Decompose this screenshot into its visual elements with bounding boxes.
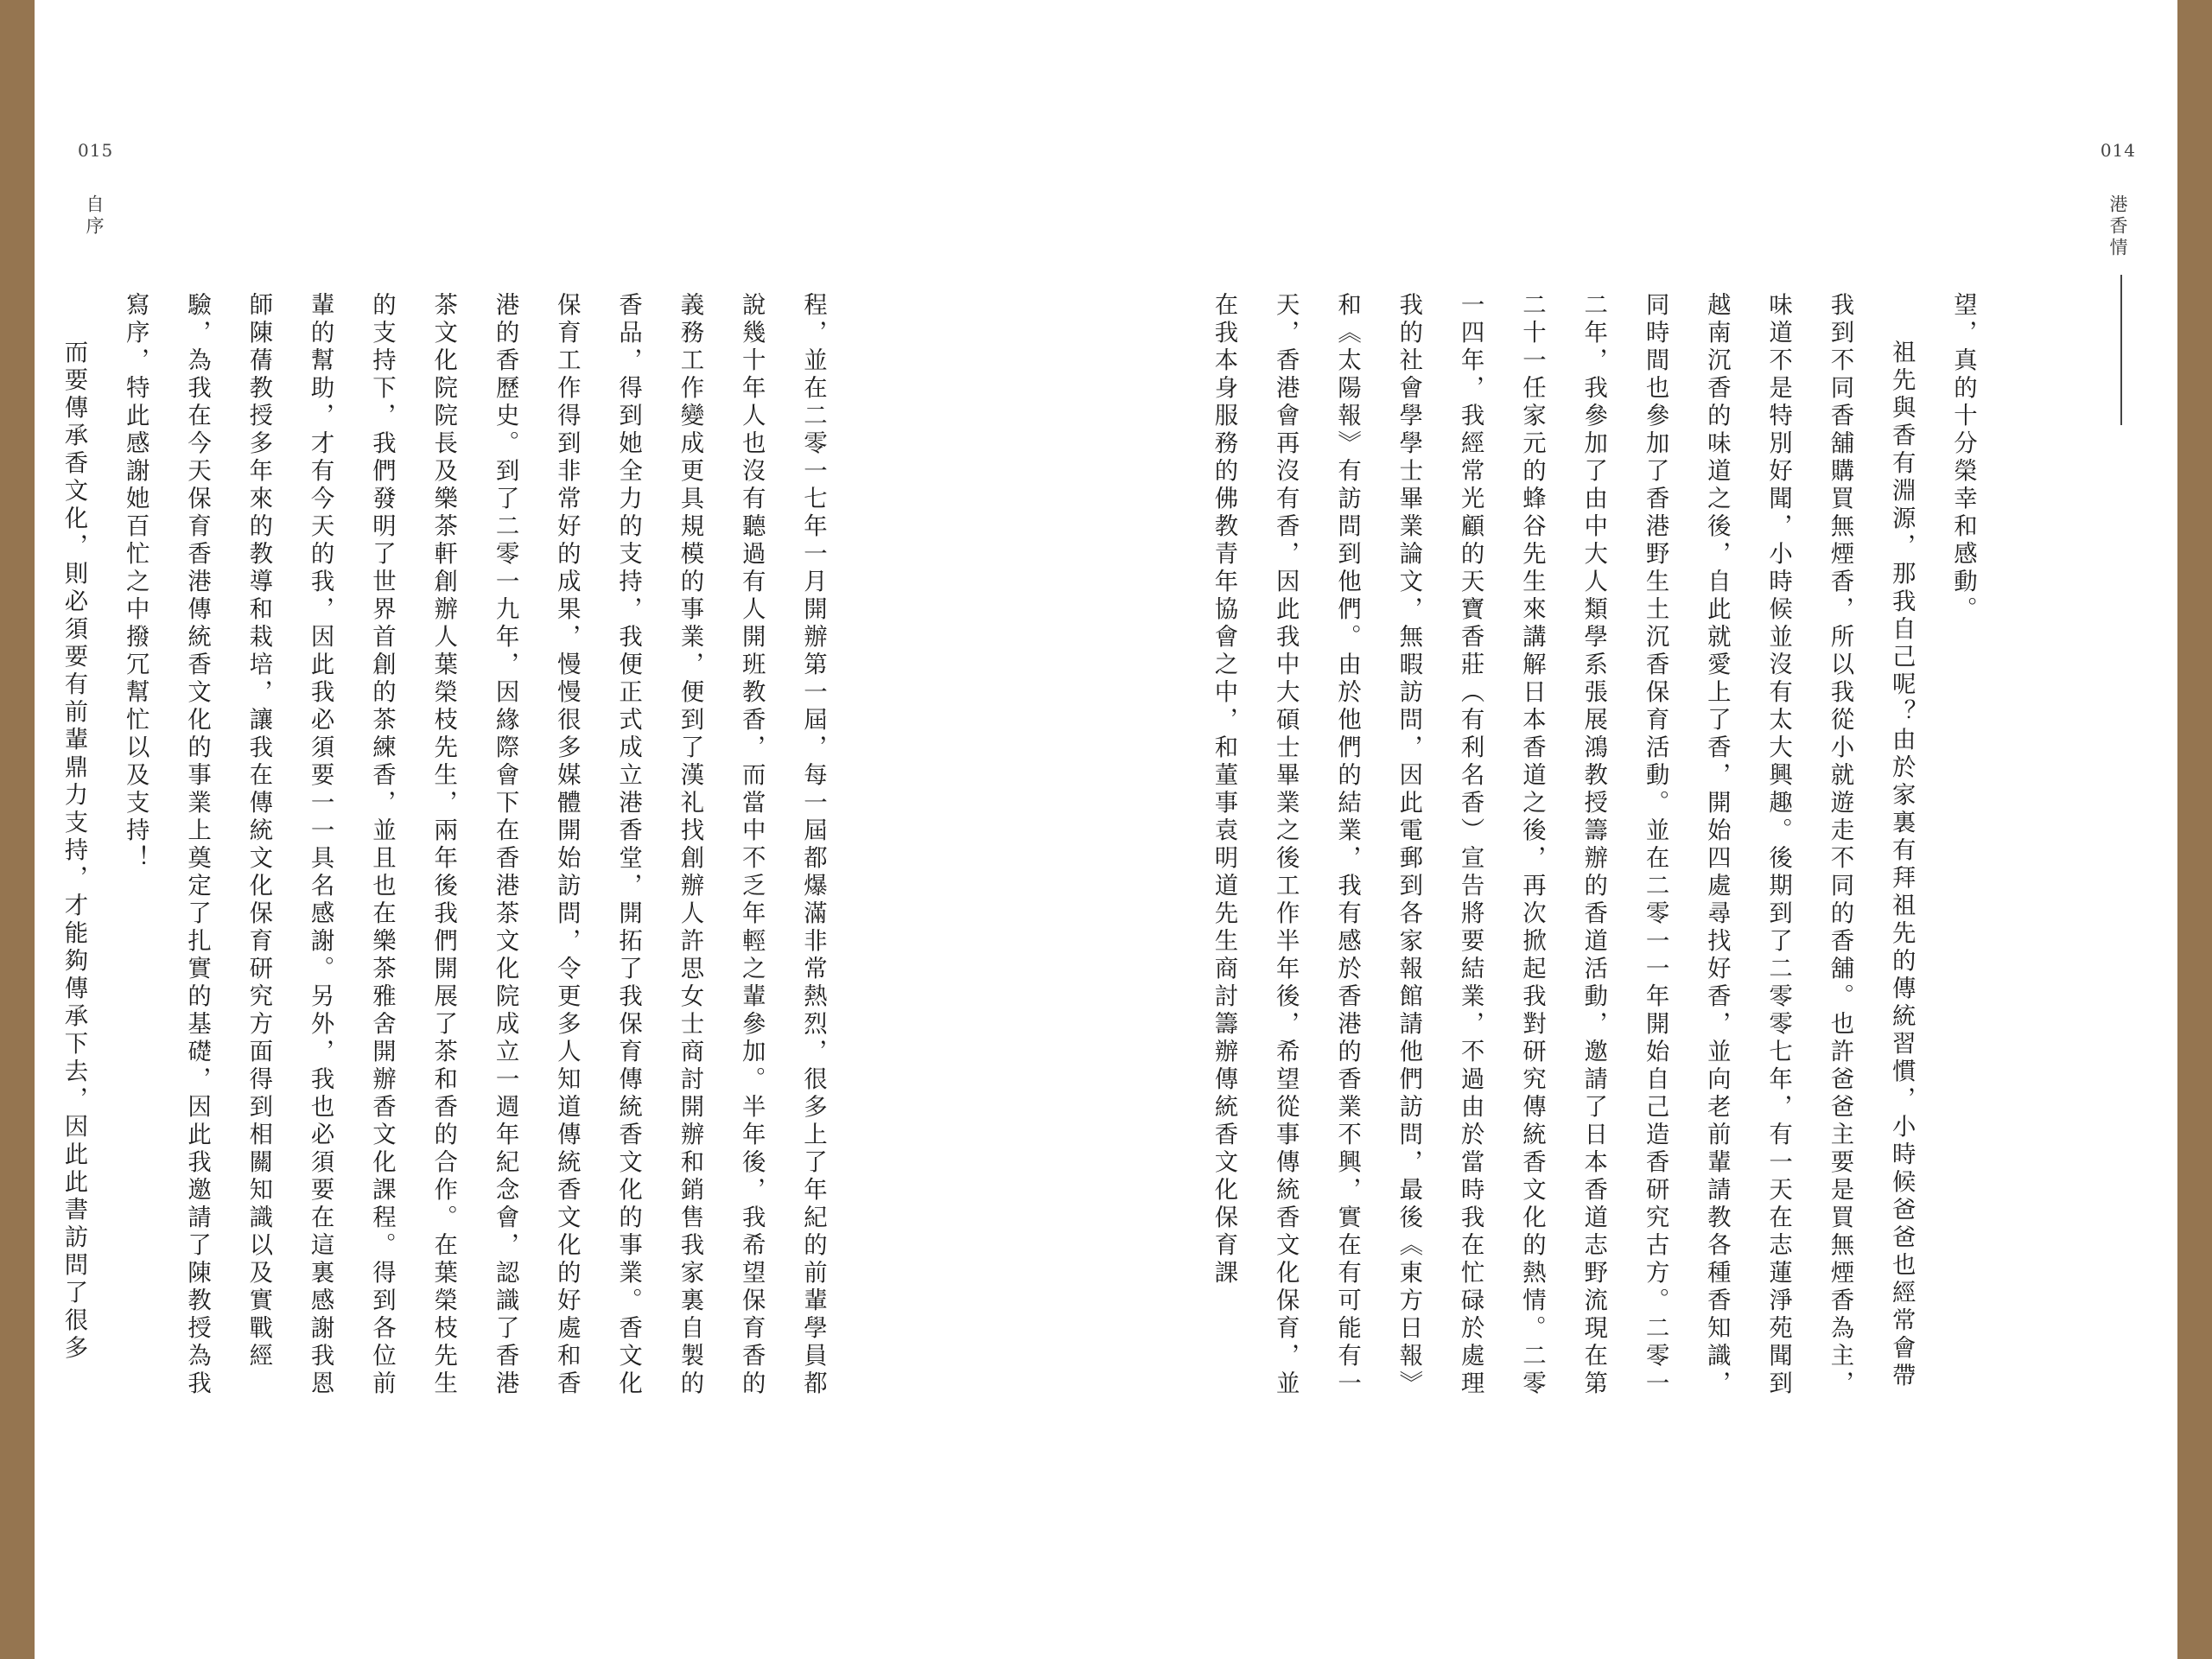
right-paragraph-1: 望，真的十分榮幸和感動。 [1949,292,1976,624]
page-number-left: 015 [78,140,114,161]
left-page-body [60,292,843,1407]
section-title-right: 港香情 [2107,194,2128,259]
book-spread [35,0,2177,1659]
left-paragraph-2: 而要傳承香文化，則必須要有前輩鼎力支持，才能夠傳承下去，因此此書訪問了很多 [60,339,87,1363]
section-rule [2120,275,2122,425]
section-title-left: 自序 [84,194,105,238]
page-number-right: 014 [2100,140,2136,161]
right-paragraph-2: 祖先與香有淵源，那我自己呢？由於家裏有拜祖先的傳統習慣，小時候爸爸也經常會帶我到不同香舖購買無煙香，所以我從小就遊走不同的香舖。也許爸爸主要是買無煙香為主，味道不是特別好聞，小時候並沒有太大興趣。後期到了二零零七年，有一天在志蓮淨苑聞到越南沉香的味道之後，自此就愛上了香，開始四處尋找好香，並向老前輩請教各種香知識，同時間也參加了香港野生土沉香保育活動。並在二零一一年開始自己造香研究古方。二零一二年，我參加了由中大人類學系張展鴻教授籌辦的香道活動，邀請了日本香道志野流現在第二十一任家元的蜂谷先生來講解日本香道之後，再次掀起我對研究傳統香文化的熱情。二零一四年，我經常光顧的天寶香莊（有利名香）宣告將要結業，不過由於當時我在忙碌於處理我的社會學學士畢業論文，無暇訪問，因此電郵到各家報館請他們訪問，最後《東方日報》和《太陽報》有訪問到他們。由於他們的結業，我有感於香港的香業不興，實在有可能有一天，香港會再沒有香，因此我中大碩士畢業之後工作半年後，希望從事傳統香文化保育，並在我本身服務的佛教青年協會之中，和董事袁明道先生商討籌辦傳統香文化保育課 [1210,292,1915,1398]
right-page-body [870,292,1993,1407]
left-paragraph-1: 程，並在二零一七年一月開辦第一屆，每一屆都爆滿非常熱烈，很多上了年紀的前輩學員都說幾十年人也沒有聽過有人開班教香，而當中不乏年輕之輩參加。半年後，我希望保育香的義務工作變成更具規模的事業，便到了漢礼找創辦人許思女士商討開辦和銷售我家裏自製的香品，得到她全力的支持，我便正式成立港香堂，開拓了我保育傳統香文化的事業。香文化保育工作得到非常好的成果，慢慢很多媒體開始訪問，令更多人知道傳統香文化的好處和香港的香歷史。到了二零一九年，因緣際會下在香港茶文化院成立一週年紀念會，認識了香港茶文化院院長及樂茶軒創辦人葉榮枝先生，兩年後我們開展了茶和香的合作。在葉榮枝先生的支持下，我們發明了世界首創的茶練香，並且也在樂茶雅舍開辦香文化課程。得到各位前輩的幫助，才有今天的我，因此我必須要一一具名感謝。另外，我也必須要在這裏感謝我恩師陳蒨教授多年來的教導和栽培，讓我在傳統文化保育研究方面得到相關知識以及實戰經驗，為我在今天保育香港傳統香文化的事業上奠定了扎實的基礎，因此我邀請了陳教授為我寫序，特此感謝她百忙之中撥冗幫忙以及支持！ [121,292,826,1398]
